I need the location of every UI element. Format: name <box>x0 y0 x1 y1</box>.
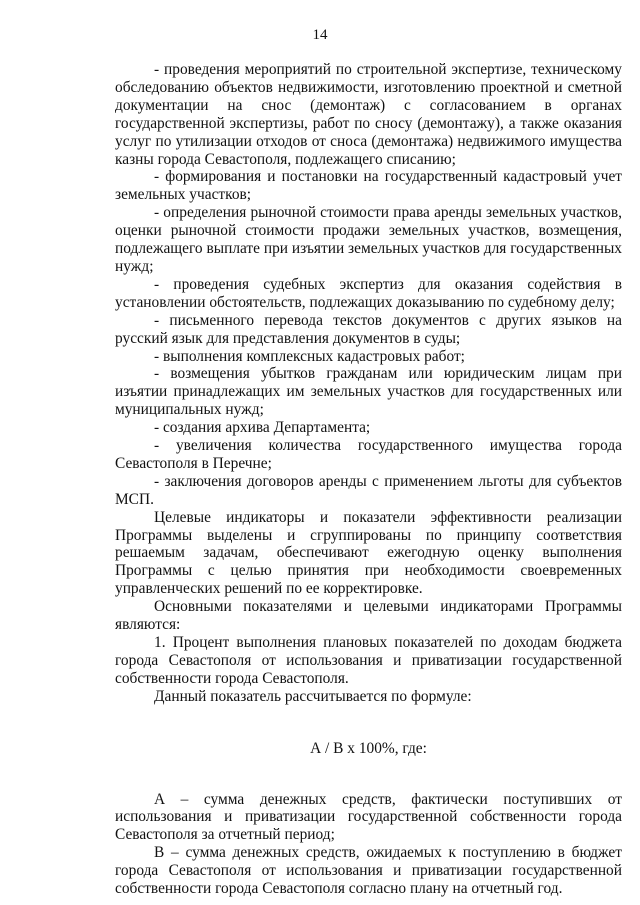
formula: А / В х 100%, где: <box>310 739 427 757</box>
list-item: - формирования и постановки на государственный кадастровый учет земельных участков; <box>115 168 622 204</box>
list-item: - возмещения убытков гражданам или юридическим лицам при изъятии принадлежащих им земельных участков для государственных или муниципальных нужд; <box>115 365 622 419</box>
indicator-1-paragraph: 1. Процент выполнения плановых показателей по доходам бюджета города Севастополя от использования и приватизации государственной собственности города Севастополя. <box>115 634 622 687</box>
definition-a-paragraph: А – сумма денежных средств, фактически поступивших от использования и приватизации государственной собственности города Севастополя за отчетный период; <box>115 790 622 844</box>
list-item: - создания архива Департамента; <box>154 419 371 437</box>
list-item: - определения рыночной стоимости права аренды земельных участков, оценки рыночной стоимости продажи земельных участков, возмещения, подлежащего выплате при изъятии земельных участков для государственных нужд; <box>115 204 622 275</box>
list-item: - письменного перевода текстов документов с других языков на русский язык для представления документов в суды; <box>115 311 622 347</box>
definition-b-paragraph: В – сумма денежных средств, ожидаемых к поступлению в бюджет города Севастополя от использования и приватизации государственной собственности города Севастополя согласно плану на отчетный год. <box>115 844 622 898</box>
main-indicators-paragraph: Основными показателями и целевыми индикаторами Программы являются: <box>115 598 622 634</box>
list-item: - увеличения количества государственного имущества города Севастополя в Перечне; <box>115 437 622 472</box>
document-body <box>115 61 622 898</box>
page-number: 14 <box>312 27 328 43</box>
list-item: - проведения судебных экспертиз для оказания содействия в установлении обстоятельств, подлежащих доказыванию по судебному делу; <box>115 275 622 311</box>
formula-intro-paragraph: Данный показатель рассчитывается по формуле: <box>154 687 472 705</box>
list-item: - проведения мероприятий по строительной экспертизе, техническому обследованию объектов недвижимости, изготовлению проектной и сметной документации на снос (демонтаж) с согласованием в органах государственной экспертизы, работ по сносу (демонтажу), а также оказания услуг по утилизации отходов от сноса (демонтажа) недвижимого имущества казны города Севастополя, подлежащего списанию; <box>115 61 622 168</box>
indicators-intro-paragraph: Целевые индикаторы и показатели эффективности реализации Программы выделены и сгруппированы по принципу соответствия решаемым задачам, обеспечивают ежегодную оценку выполнения Программы с целью принятия при необходимости своевременных управленческих решений по ее корректировке. <box>115 508 622 598</box>
list-item: - заключения договоров аренды с применением льготы для субъектов МСП. <box>115 472 622 508</box>
list-item: - выполнения комплексных кадастровых работ; <box>154 347 465 365</box>
